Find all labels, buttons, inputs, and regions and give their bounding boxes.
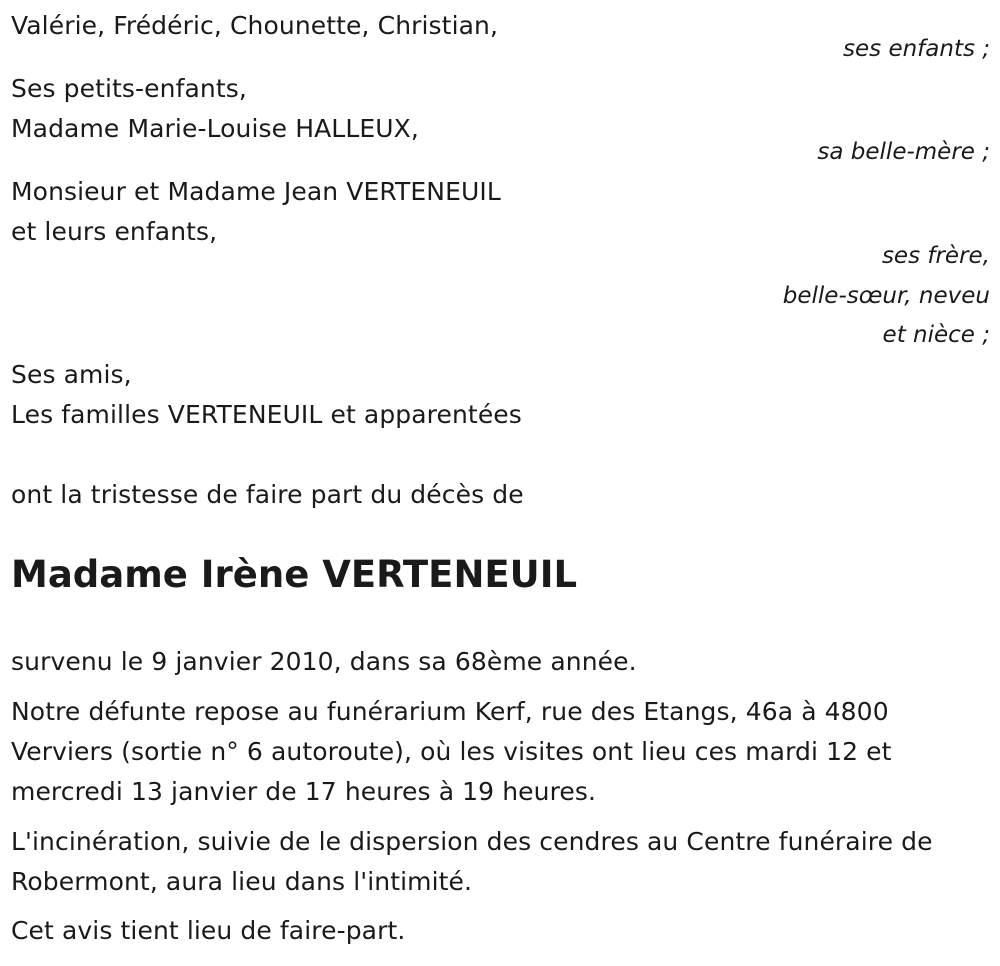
mother-in-law-relation: sa belle-mère ; xyxy=(817,139,990,165)
viewing-line-1: Notre défunte repose au funérarium Kerf, rue des Etangs, 46a à 4800 xyxy=(11,697,889,726)
viewing-line-2: Verviers (sortie n° 6 autoroute), où les visites ont lieu ces mardi 12 et xyxy=(11,737,892,766)
announcement-intro: ont la tristesse de faire part du décès de xyxy=(11,480,524,509)
brother-relation-line-2: belle-sœur, neveu xyxy=(782,283,990,309)
brother-children: et leurs enfants, xyxy=(11,217,218,246)
cremation-line-2: Robermont, aura lieu dans l'intimité. xyxy=(11,867,473,896)
grandchildren-line: Ses petits-enfants, xyxy=(11,74,247,103)
children-relation: ses enfants ; xyxy=(843,36,990,62)
death-info: survenu le 9 janvier 2010, dans sa 68ème année. xyxy=(11,647,637,676)
deceased-name: Madame Irène VERTENEUIL xyxy=(11,553,578,596)
brother-name: Monsieur et Madame Jean VERTENEUIL xyxy=(11,177,501,206)
mother-in-law-name: Madame Marie-Louise HALLEUX, xyxy=(11,114,419,143)
friends-line: Ses amis, xyxy=(11,360,132,389)
brother-relation-line-1: ses frère, xyxy=(881,243,990,269)
families-line: Les familles VERTENEUIL et apparentées xyxy=(11,400,522,429)
cremation-line-1: L'incinération, suivie de le dispersion des cendres au Centre funéraire de xyxy=(11,827,933,856)
closing-line: Cet avis tient lieu de faire-part. xyxy=(11,916,406,945)
viewing-line-3: mercredi 13 janvier de 17 heures à 19 heures. xyxy=(11,777,597,806)
brother-relation-line-3: et nièce ; xyxy=(882,322,990,348)
children-names: Valérie, Frédéric, Chounette, Christian, xyxy=(11,11,499,40)
